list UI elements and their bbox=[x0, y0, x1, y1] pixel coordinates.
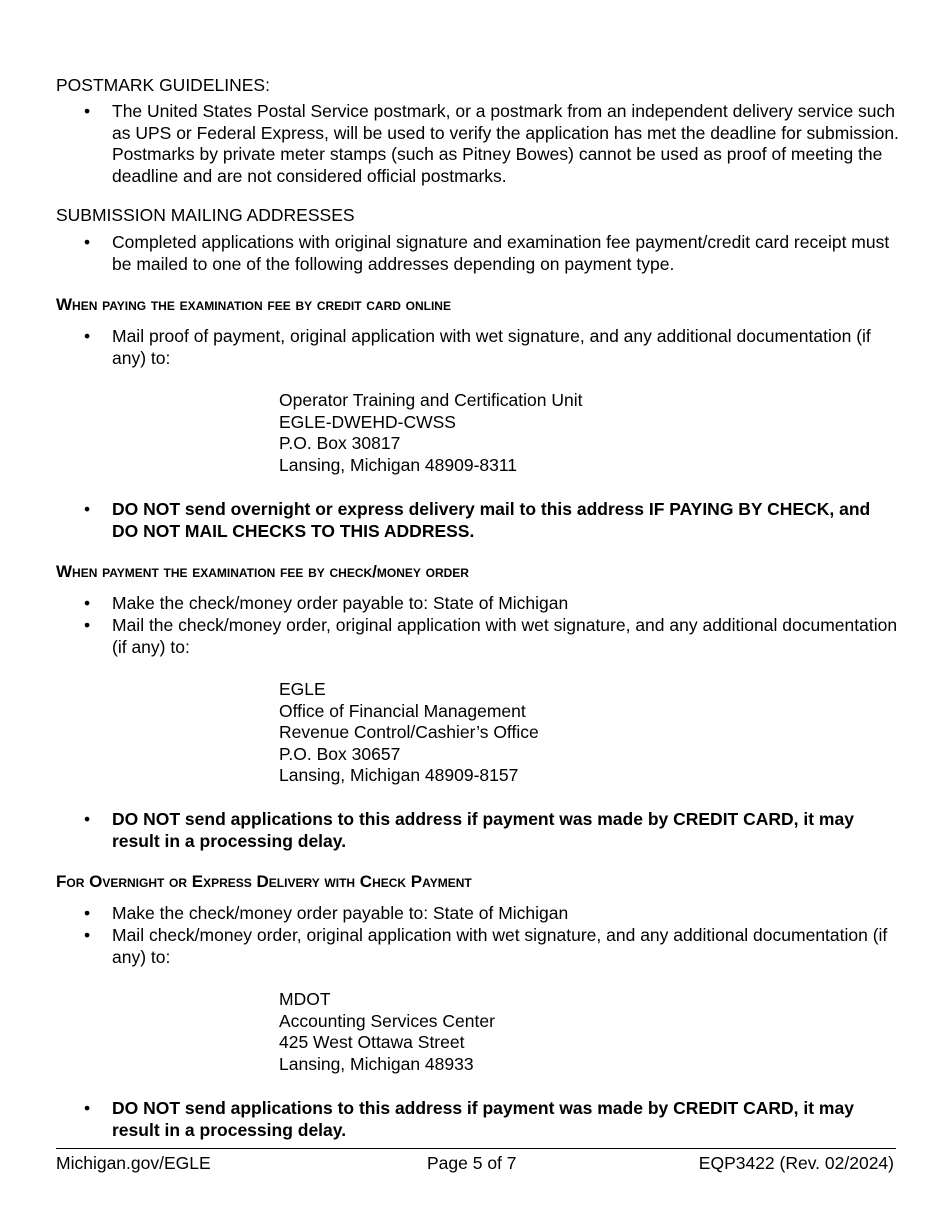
submission-instructions-text: Completed applications with original signature and examination fee payment/credit card receipt must be mailed to one of the following addresses depending on payment type. bbox=[112, 232, 890, 274]
check-payment-heading: When payment the examination fee by check/money order bbox=[56, 562, 469, 581]
footer-divider bbox=[56, 1148, 896, 1149]
address-line: Office of Financial Management bbox=[279, 700, 526, 721]
postmark-guideline-text: The United States Postal Service postmark, or a postmark from an independent delivery service such as UPS or Federal Express, will be used to verify the application has met the deadline for submission. Postmarks by private meter stamps (such as Pitney Bowes) cannot be used as proof of meeting the deadline and are not considered official postmarks. bbox=[112, 101, 899, 186]
bullet-icon: • bbox=[84, 232, 91, 252]
credit-card-mailing-address bbox=[279, 390, 582, 476]
overnight-mailing-address bbox=[279, 989, 495, 1075]
bullet-icon: • bbox=[84, 499, 91, 519]
bullet-icon: • bbox=[84, 326, 91, 346]
submission-mailing-addresses-heading: SUBMISSION MAILING ADDRESSES bbox=[56, 205, 355, 225]
overnight-delivery-heading: For Overnight or Express Delivery with Check Payment bbox=[56, 872, 472, 891]
overnight-warning: DO NOT send applications to this address if payment was made by CREDIT CARD, it may result in a processing delay. bbox=[112, 1098, 854, 1140]
overnight-mail-instructions: Mail check/money order, original application with wet signature, and any additional documentation (if any) to: bbox=[112, 925, 888, 967]
bullet-icon: • bbox=[84, 809, 91, 829]
check-warning: DO NOT send applications to this address if payment was made by CREDIT CARD, it may result in a processing delay. bbox=[112, 809, 854, 851]
overnight-payable-text: Make the check/money order payable to: State of Michigan bbox=[112, 903, 569, 923]
footer-website: Michigan.gov/EGLE bbox=[56, 1153, 211, 1173]
address-line: EGLE-DWEHD-CWSS bbox=[279, 411, 456, 432]
list-item bbox=[84, 232, 900, 275]
address-line: P.O. Box 30657 bbox=[279, 743, 401, 764]
address-line: Accounting Services Center bbox=[279, 1010, 495, 1031]
address-line: 425 West Ottawa Street bbox=[279, 1032, 465, 1052]
address-line: MDOT bbox=[279, 989, 331, 1009]
list-item bbox=[84, 615, 900, 658]
credit-card-warning: DO NOT send overnight or express delivery mail to this address IF PAYING BY CHECK, and DO NOT MAIL CHECKS TO THIS ADDRESS. bbox=[112, 499, 871, 541]
list-item bbox=[84, 593, 900, 615]
check-mailing-address bbox=[279, 679, 539, 787]
credit-card-mail-instructions: Mail proof of payment, original application with wet signature, and any additional documentation (if any) to: bbox=[112, 326, 871, 368]
address-line: Lansing, Michigan 48909-8157 bbox=[279, 765, 519, 785]
address-line: P.O. Box 30817 bbox=[279, 433, 401, 453]
credit-card-heading: When paying the examination fee by credit card online bbox=[56, 295, 451, 314]
list-item bbox=[84, 1098, 900, 1141]
address-line: Operator Training and Certification Unit bbox=[279, 390, 583, 410]
bullet-icon: • bbox=[84, 1098, 91, 1118]
list-item bbox=[84, 925, 900, 968]
list-item bbox=[84, 326, 900, 369]
bullet-icon: • bbox=[84, 615, 91, 635]
address-line: Revenue Control/Cashier’s Office bbox=[279, 722, 539, 742]
list-item bbox=[84, 101, 900, 187]
check-mail-instructions: Mail the check/money order, original application with wet signature, and any additional documentation (if any) to: bbox=[112, 615, 898, 657]
bullet-icon: • bbox=[84, 925, 91, 945]
list-item bbox=[84, 809, 900, 852]
list-item bbox=[84, 903, 900, 925]
address-line: Lansing, Michigan 48909-8311 bbox=[279, 454, 518, 475]
check-payable-text: Make the check/money order payable to: State of Michigan bbox=[112, 593, 569, 613]
address-line: Lansing, Michigan 48933 bbox=[279, 1053, 474, 1074]
bullet-icon: • bbox=[84, 593, 91, 613]
footer-form-id: EQP3422 (Rev. 02/2024) bbox=[698, 1153, 894, 1173]
address-line: EGLE bbox=[279, 679, 326, 699]
footer-page-number: Page 5 of 7 bbox=[427, 1153, 517, 1173]
postmark-guidelines-heading: POSTMARK GUIDELINES: bbox=[56, 75, 270, 95]
list-item bbox=[84, 499, 900, 542]
bullet-icon: • bbox=[84, 903, 91, 923]
bullet-icon: • bbox=[84, 101, 91, 121]
